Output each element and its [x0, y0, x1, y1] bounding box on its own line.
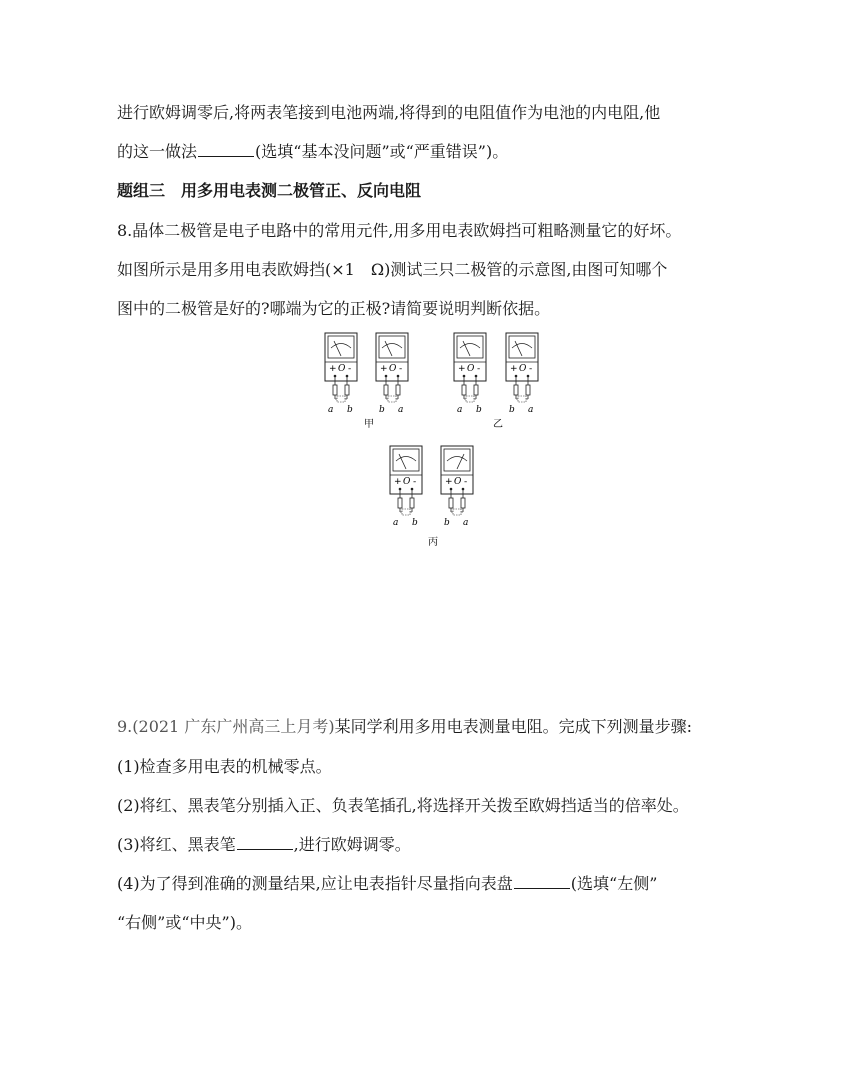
terminal-a: a: [463, 518, 469, 528]
meter-yi-1: [454, 333, 486, 415]
q9-step3: [117, 835, 411, 855]
q8-line1: 8.晶体二极管是电子电路中的常用元件,用多用电表欧姆挡可粗略测量它的好坏。: [117, 221, 682, 240]
meter-O: O: [467, 364, 475, 374]
section3-heading: 题组三 用多用电表测二极管正、反向电阻: [117, 181, 422, 200]
q9-source: 9.(2021 广东广州高三上月考): [117, 717, 335, 736]
meter-yi-2: [506, 333, 538, 415]
meter-minus: -: [399, 364, 403, 374]
q9-step4-post: (选填“左侧”: [570, 874, 658, 893]
terminal-a: a: [457, 405, 463, 415]
meter-jia-2: [376, 333, 408, 415]
q7-line1: 进行欧姆调零后,将两表笔接到电池两端,将得到的电阻值作为电池的内电阻,他: [117, 103, 661, 122]
q9-step4-pre: (4)为了得到准确的测量结果,应让电表指针尽量指向表盘: [117, 874, 513, 893]
meter-plus: +: [445, 477, 453, 487]
terminal-b: b: [509, 405, 515, 415]
q9-step3-blank: [237, 835, 293, 850]
q9-stem: 某同学利用多用电表测量电阻。完成下列测量步骤:: [334, 717, 692, 736]
q9-step4-line2: “右侧”或“中央”)。: [117, 913, 252, 932]
q8-line3: 图中的二极管是好的?哪端为它的正极?请简要说明判断依据。: [117, 299, 551, 318]
q9-step4: [117, 874, 657, 894]
q9-step2: (2)将红、黑表笔分别插入正、负表笔插孔,将选择开关拨至欧姆挡适当的倍率处。: [117, 796, 689, 815]
meter-plus: +: [458, 364, 466, 374]
terminal-b: b: [347, 405, 353, 415]
terminal-b: b: [379, 405, 385, 415]
meter-bing-1: [390, 446, 422, 528]
terminal-a: a: [328, 405, 334, 415]
meter-bing-2: [441, 446, 473, 528]
q9-step4-blank: [514, 874, 570, 889]
terminal-a: a: [528, 405, 534, 415]
q9-step1: (1)检查多用电表的机械零点。: [117, 757, 332, 776]
terminal-b: b: [476, 405, 482, 415]
meter-minus: -: [413, 477, 417, 487]
meter-jia-1: [325, 333, 357, 415]
q9-stem-line: [117, 717, 692, 737]
meter-minus: -: [529, 364, 533, 374]
q9-step3-pre: (3)将红、黑表笔: [117, 835, 236, 854]
meter-minus: -: [464, 477, 468, 487]
meter-minus: -: [477, 364, 481, 374]
terminal-a: a: [398, 405, 404, 415]
meter-O: O: [389, 364, 397, 374]
q8-line2: 如图所示是用多用电表欧姆挡(×1 Ω)测试三只二极管的示意图,由图可知哪个: [117, 260, 668, 279]
label-bing: 丙: [428, 537, 438, 548]
meter-plus: +: [394, 477, 402, 487]
terminal-b: b: [412, 518, 418, 528]
label-yi: 乙: [493, 419, 503, 430]
meter-plus: +: [380, 364, 388, 374]
q7-line2-pre: 的这一做法: [117, 142, 198, 161]
q9-step3-post: ,进行欧姆调零。: [293, 835, 411, 854]
label-jia: 甲: [364, 419, 374, 430]
meter-plus: +: [510, 364, 518, 374]
meter-minus: -: [348, 364, 352, 374]
terminal-b: b: [444, 518, 450, 528]
meter-O: O: [519, 364, 527, 374]
q7-line2-post: (选填“基本没问题”或“严重错误”)。: [255, 142, 509, 161]
meter-O: O: [454, 477, 462, 487]
terminal-a: a: [393, 518, 399, 528]
meter-O: O: [338, 364, 346, 374]
meter-O: O: [403, 477, 411, 487]
meter-plus: +: [329, 364, 337, 374]
